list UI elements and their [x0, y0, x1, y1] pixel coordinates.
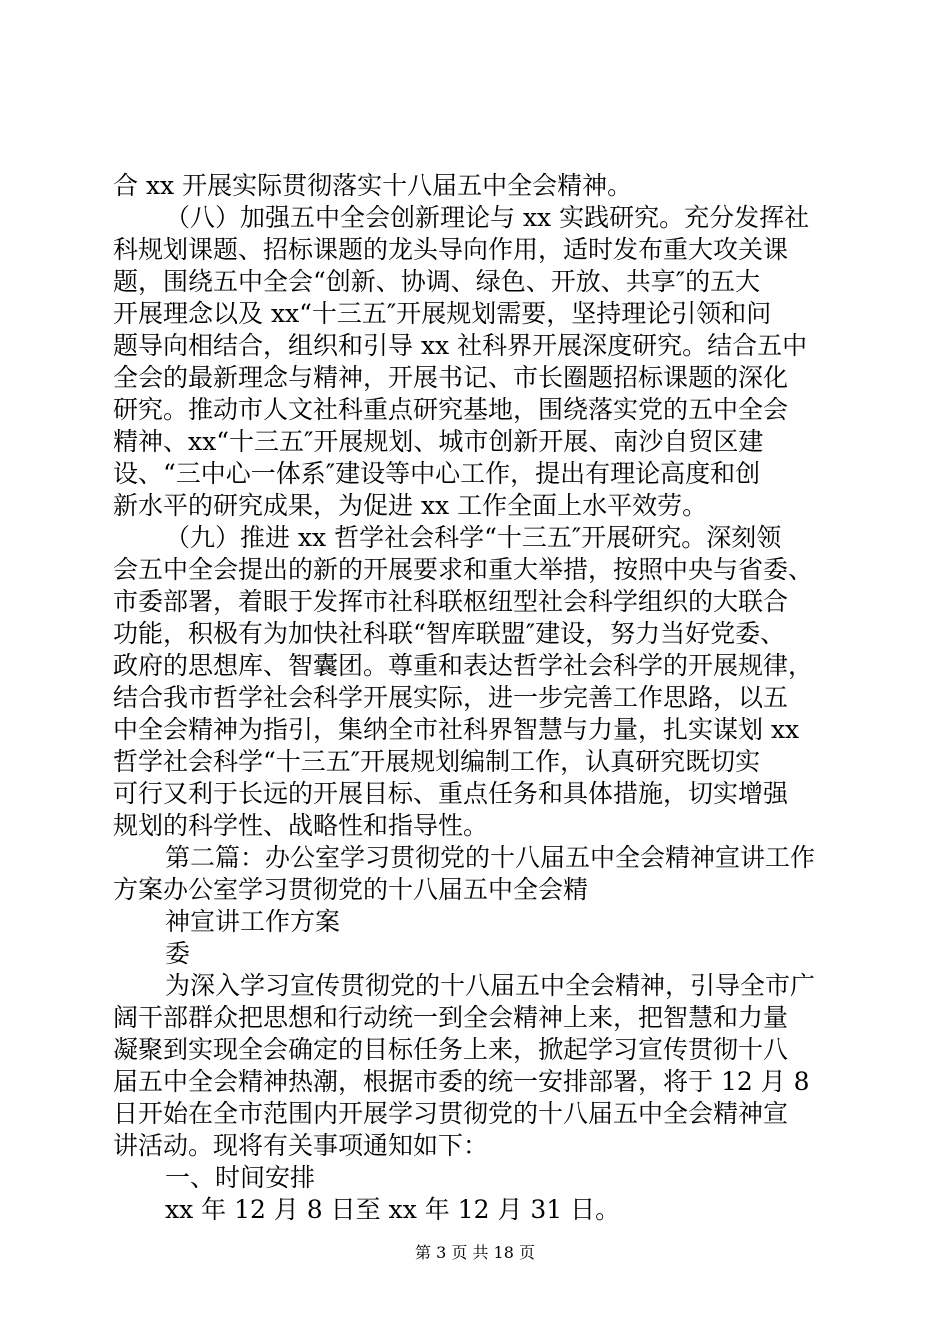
text-line: 委: [165, 939, 191, 968]
text-line: 会五中全会提出的新的开展要求和重大举措，按照中央与省委、: [113, 555, 814, 584]
text-line: 开展理念以及 xx“十三五″开展规划需要，坚持理论引领和问: [113, 299, 772, 328]
text-line: 凝聚到实现全会确定的目标任务上来，掀起学习宣传贯彻十八: [113, 1035, 789, 1064]
text-line: 中全会精神为指引，集纳全市社科界智慧与力量，扎实谋划 xx: [113, 715, 800, 744]
text-line: 科规划课题、招标课题的龙头导向作用，适时发布重大攻关课: [113, 235, 789, 264]
text-line: 新水平的研究成果，为促进 xx 工作全面上水平效劳。: [113, 491, 708, 520]
text-line: （八）加强五中全会创新理论与 xx 实践研究。充分发挥社: [165, 203, 810, 232]
text-line: 为深入学习宣传贯彻党的十八届五中全会精神，引导全市广: [165, 971, 816, 1000]
page-number-footer: 第 3 页 共 18 页: [415, 1243, 535, 1262]
text-line: 全会的最新理念与精神，开展书记、市长圈题招标课题的深化: [113, 363, 789, 392]
text-line: 一、时间安排: [165, 1163, 316, 1192]
text-line: 哲学社会科学“十三五″开展规划编制工作，认真研究既切实: [113, 747, 761, 776]
text-line: 神宣讲工作方案: [165, 907, 341, 936]
text-line: 阔干部群众把思想和行动统一到全会精神上来，把智慧和力量: [113, 1003, 789, 1032]
text-line: 题，围绕五中全会“创新、协调、绿色、开放、共享″的五大: [113, 267, 761, 296]
text-line: 题导向相结合，组织和引导 xx 社科界开展深度研究。结合五中: [113, 331, 808, 360]
text-line: 研究。推动市人文社科重点研究基地，围绕落实党的五中全会: [113, 395, 789, 424]
text-line: 结合我市哲学社会科学开展实际，进一步完善工作思路，以五: [113, 683, 789, 712]
text-line: 日开始在全市范围内开展学习贯彻党的十八届五中全会精神宣: [113, 1099, 789, 1128]
text-line: 设、“三中心一体系″建设等中心工作，提出有理论高度和创: [113, 459, 761, 488]
text-line: 市委部署，着眼于发挥市社科联枢纽型社会科学组织的大联合: [113, 587, 789, 616]
text-line: 第二篇：办公室学习贯彻党的十八届五中全会精神宣讲工作: [165, 843, 816, 872]
text-line: 讲活动。现将有关事项通知如下：: [113, 1131, 489, 1160]
text-line: 功能，积极有为加快社科联“智库联盟″建设，努力当好党委、: [113, 619, 786, 648]
text-line: 届五中全会精神热潮，根据市委的统一安排部署，将于 12 月 8: [113, 1067, 810, 1096]
text-line: 规划的科学性、战略性和指导性。: [113, 811, 489, 840]
text-line: 可行又利于长远的开展目标、重点任务和具体措施，切实增强: [113, 779, 789, 808]
text-line: 方案办公室学习贯彻党的十八届五中全会精: [113, 875, 589, 904]
text-line: 合 xx 开展实际贯彻落实十八届五中全会精神。: [113, 171, 633, 200]
text-line: （九）推进 xx 哲学社会科学“十三五″开展研究。深刻领: [165, 523, 782, 552]
text-line: 政府的思想库、智囊团。尊重和表达哲学社会科学的开展规律，: [113, 651, 814, 680]
text-line: 精神、xx“十三五″开展规划、城市创新开展、南沙自贸区建: [113, 427, 764, 456]
text-line: xx 年 12 月 8 日至 xx 年 12 月 31 日。: [165, 1195, 621, 1224]
